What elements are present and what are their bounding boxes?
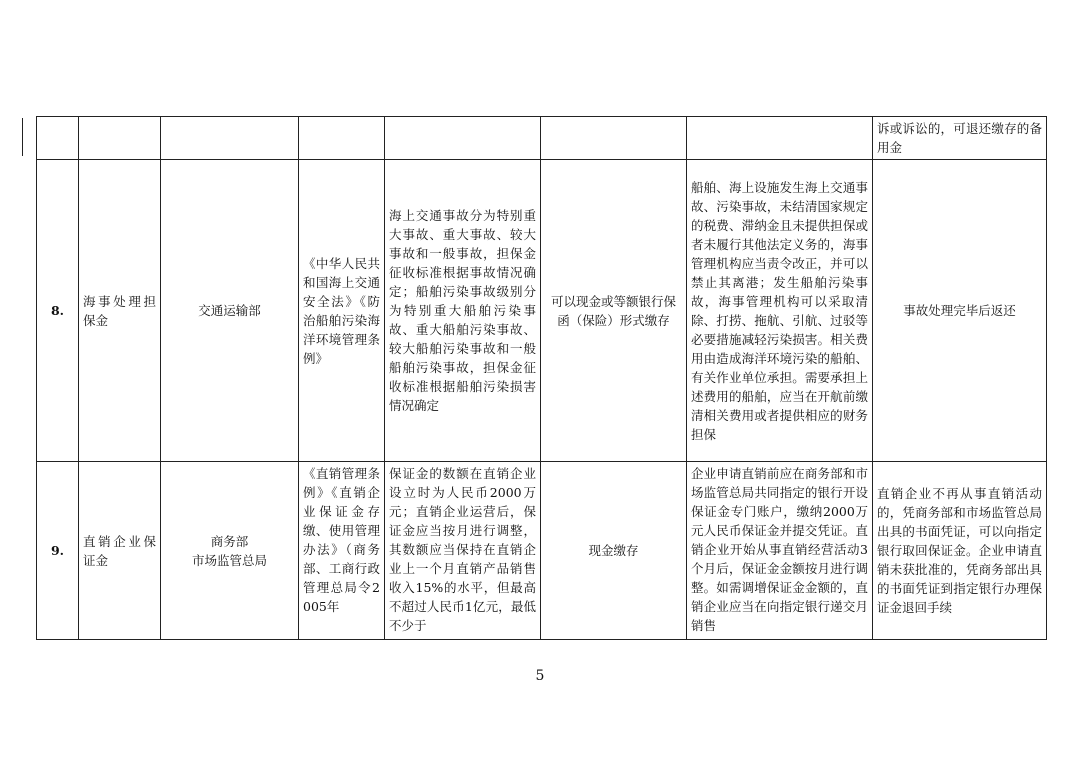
table-row bbox=[37, 160, 1047, 462]
cell-empty bbox=[161, 117, 299, 160]
cell-refund: 诉或诉讼的，可退还缴存的备用金 bbox=[873, 117, 1047, 160]
cell-empty bbox=[79, 117, 161, 160]
department-line: 商务部 bbox=[210, 533, 249, 549]
table-row bbox=[37, 462, 1047, 640]
cell-standard bbox=[385, 462, 541, 640]
cell-text: 《直销管理条例》《直销企业保证金存缴、使用管理办法》（商务部、工商行政管理总局令2005年 bbox=[303, 466, 380, 614]
cell-legal-basis bbox=[299, 462, 385, 640]
cell-empty bbox=[687, 117, 873, 160]
department-line: 市场监管总局 bbox=[191, 552, 267, 568]
cell-refund: 事故处理完毕后返还 bbox=[873, 160, 1047, 462]
cell-empty bbox=[385, 117, 541, 160]
cell-item-name: 直销企业保证金 bbox=[79, 462, 161, 640]
cell-text: 保证金的数额在直销企业设立时为人民币2000万元；直销企业运营后，保证金应当按月进行调整，其数额应当保持在直销企业上一个月直销产品销售收入15%的水平，但最高不超过人民币1亿元，最低不少于 bbox=[389, 466, 536, 633]
cell-method: 可以现金或等额银行保函（保险）形式缴存 bbox=[541, 160, 687, 462]
row-number: 9. bbox=[37, 462, 79, 640]
cell-empty bbox=[541, 117, 687, 160]
page-number: 5 bbox=[535, 668, 545, 684]
fee-table bbox=[36, 116, 1047, 640]
cell-legal-basis: 《中华人民共和国海上交通安全法》《防治船舶污染海洋环境管理条例》 bbox=[299, 160, 385, 462]
cell-standard: 海上交通事故分为特别重大事故、重大事故、较大事故和一般事故，担保金征收标准根据事故情况确定；船舶污染事故级别分为特别重大船舶污染事故、重大船舶污染事故、较大船舶污染事故和一般船舶污染事故，担保金征收标准根据船舶污染损害情况确定 bbox=[385, 160, 541, 462]
cell-method: 现金缴存 bbox=[541, 462, 687, 640]
cell-department: 交通运输部 bbox=[161, 160, 299, 462]
cell-item-name: 海事处理担保金 bbox=[79, 160, 161, 462]
cell-empty bbox=[37, 117, 79, 160]
cell-empty bbox=[299, 117, 385, 160]
cell-text: 企业申请直销前应在商务部和市场监管总局共同指定的银行开设保证金专门账户，缴纳2000万元人民币保证金并提交凭证。直销企业开始从事直销经营活动3个月后，保证金金额按月进行调整。如需调增保证金金额的，直销企业应当在向指定银行递交月销售 bbox=[691, 466, 868, 633]
row-number: 8. bbox=[37, 160, 79, 462]
cell-conditions: 船舶、海上设施发生海上交通事故、污染事故，未结清国家规定的税费、滞纳金且未提供担保或者未履行其他法定义务的，海事管理机构应当责令改正，并可以禁止其离港；发生船舶污染事故，海事管理机构可以采取清除、打捞、拖航、引航、过驳等必要措施减轻污染损害。相关费用由造成海洋环境污染的船舶、有关作业单位承担。需要承担上述费用的船舶，应当在开航前缴清相关费用或者提供相应的财务担保 bbox=[687, 160, 873, 462]
cell-department bbox=[161, 462, 299, 640]
continued-row bbox=[37, 117, 1047, 160]
margin-mark bbox=[22, 118, 23, 156]
cell-refund: 直销企业不再从事直销活动的，凭商务部和市场监管总局出具的书面凭证，可以向指定银行取回保证金。企业申请直销未获批准的，凭商务部出具的书面凭证到指定银行办理保证金退回手续 bbox=[873, 462, 1047, 640]
cell-conditions bbox=[687, 462, 873, 640]
